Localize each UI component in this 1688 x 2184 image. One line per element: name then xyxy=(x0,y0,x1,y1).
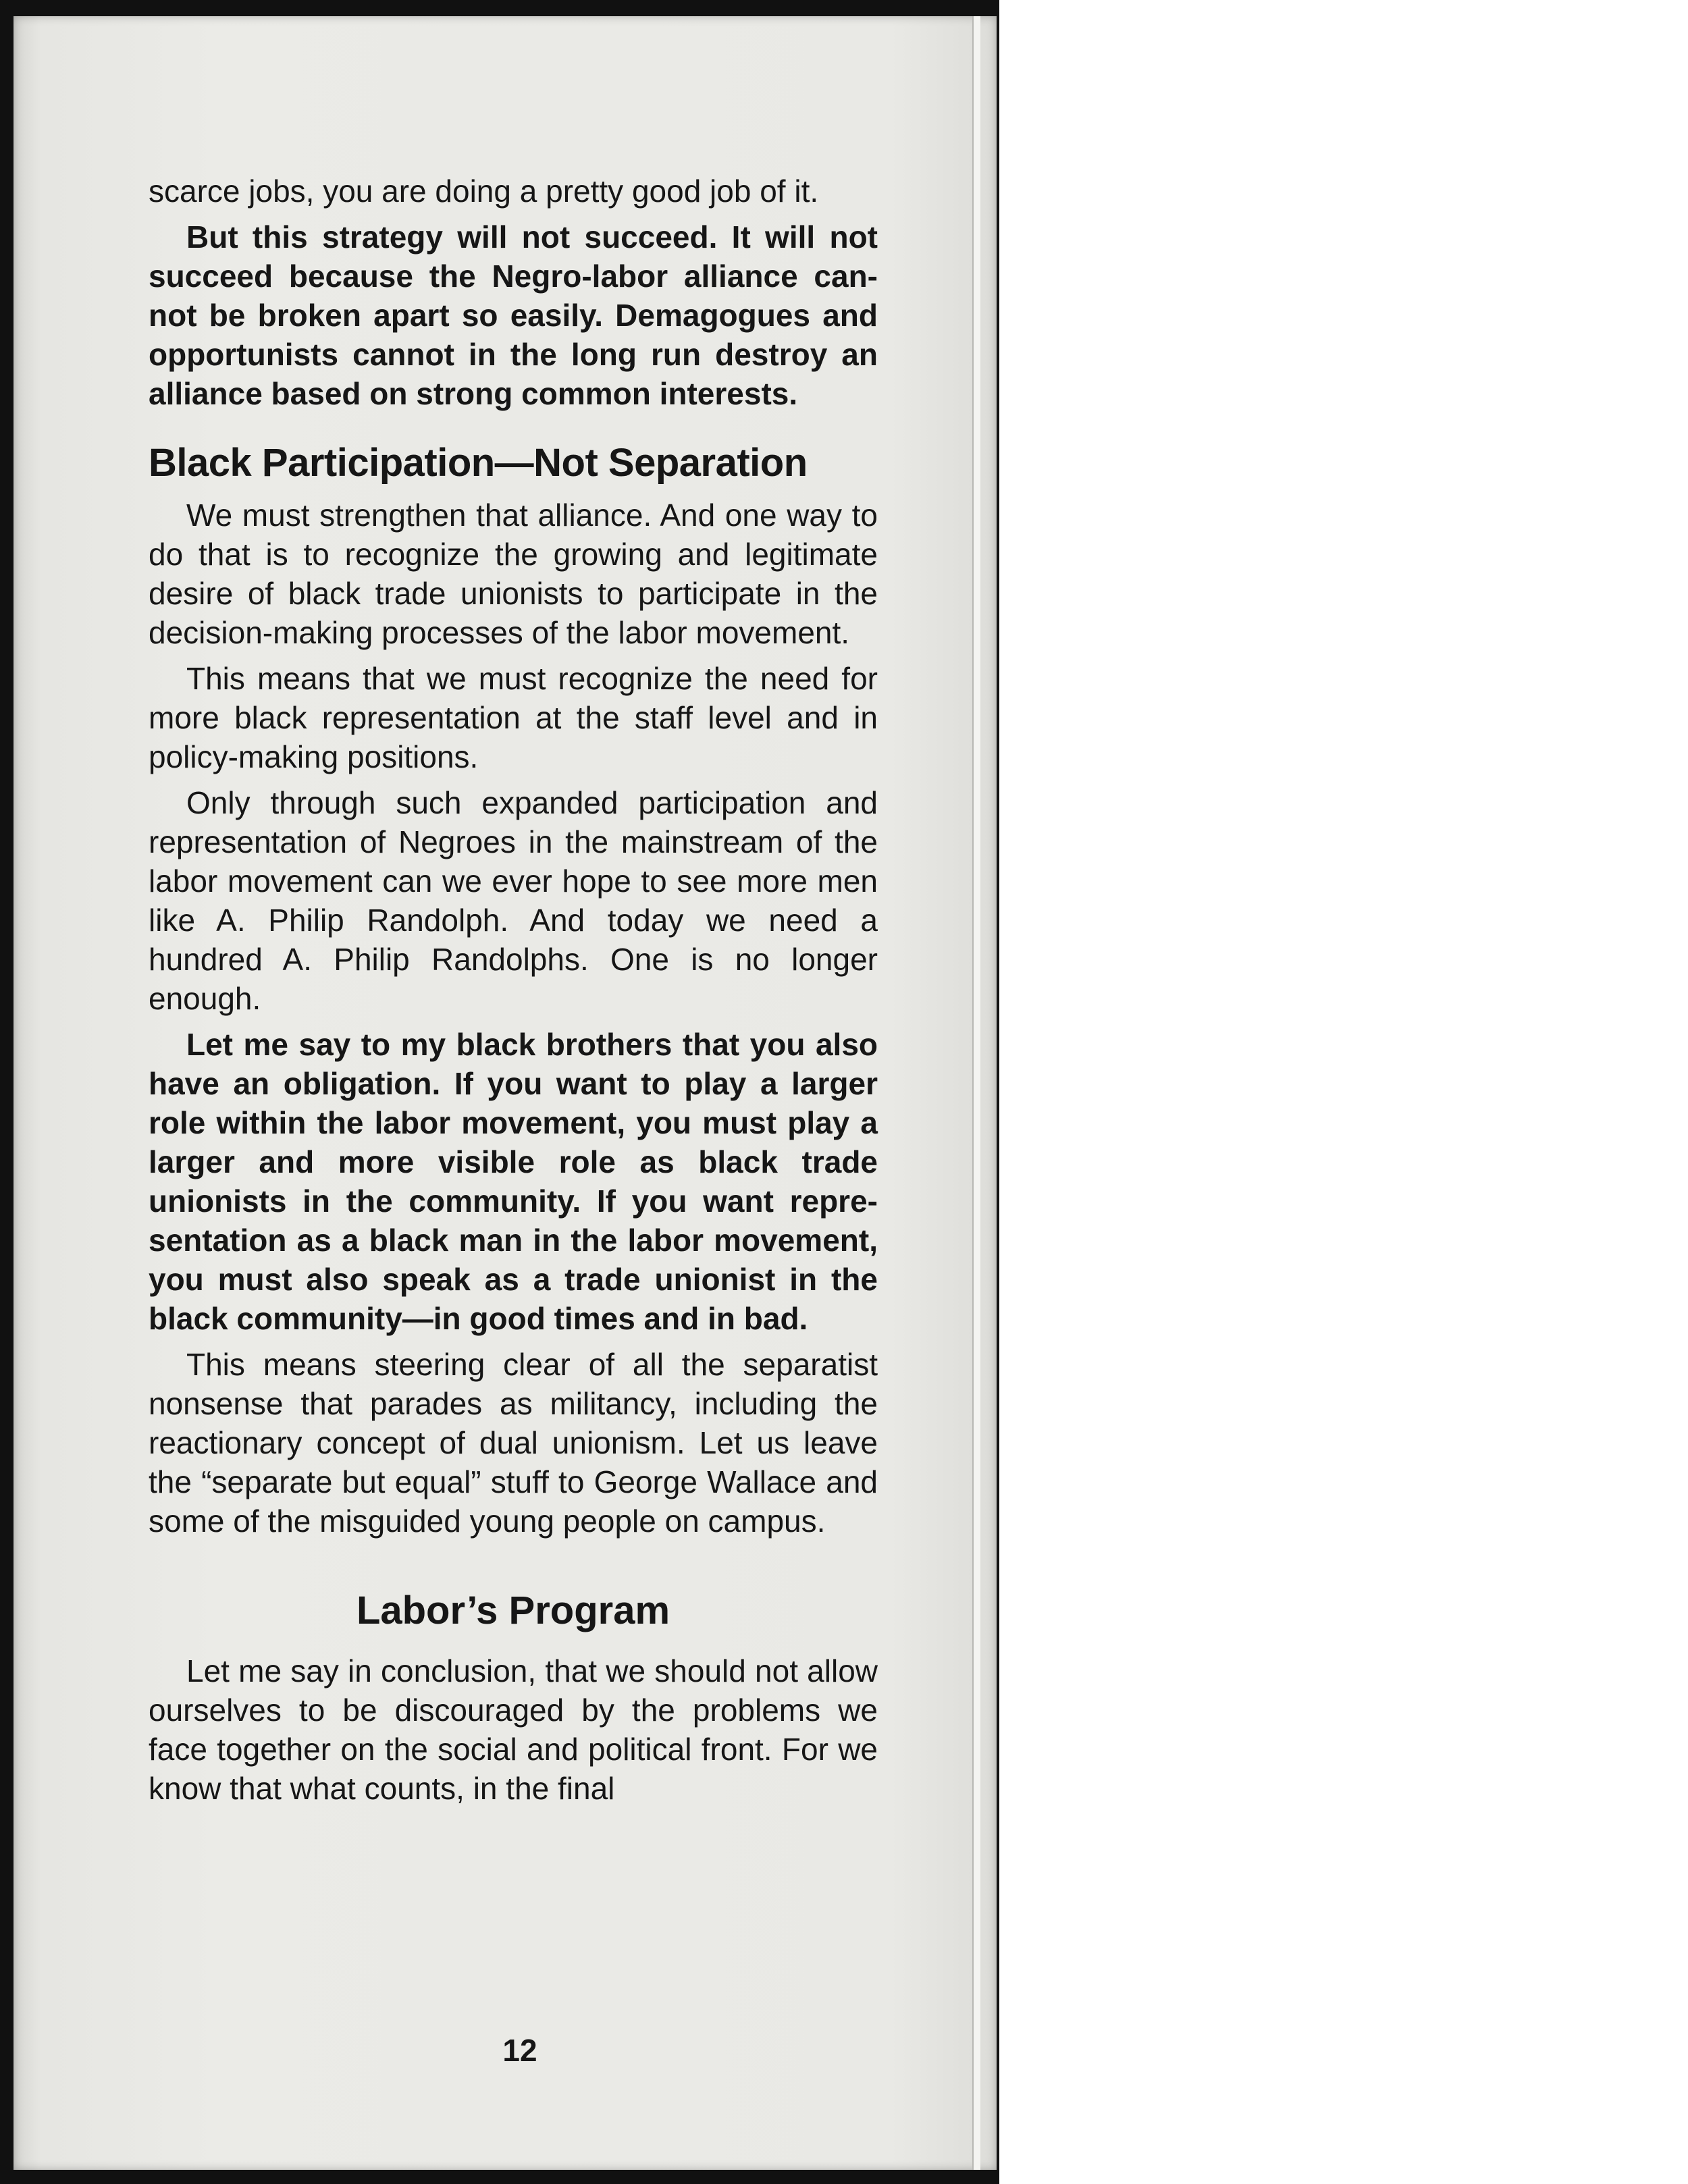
page-number: 12 xyxy=(502,2033,537,2068)
paragraph-bold-alliance: But this strategy will not succeed. It will not succeed because the Negro-labor alliance cannot be broken apart so easily. Demagogues and opportunists cannot in the long run destroy an alliance based on strong common interests. xyxy=(149,219,878,411)
section-heading-labors-program: Labor’s Program xyxy=(356,1589,670,1632)
paragraph-separatist: This means steering clear of all the separatist nonsense that parades as militancy, including the reactionary concept of dual unionism. Let us leave the “separate but equal” stuff to George Wallace and some of the misguided young people on campus. xyxy=(149,1347,878,1539)
paragraph-continued: scarce jobs, you are doing a pretty good job of it. xyxy=(149,174,819,209)
paragraph-conclusion: Let me say in conclusion, that we should not allow ourselves to be discouraged by the problems we face together on the social and political front. For we know that what counts, in the final xyxy=(149,1653,878,1806)
paragraph-bold-obligation: Let me say to my black brothers that you also have an obligation. If you want to play a larger role within the labor movement, you must play a larger and more visible role as black trade unionists in the community. If you want representation as a black man in the labor movement, you must also speak as a trade unionist in the black community—in good times and in bad. xyxy=(149,1027,878,1336)
paragraph-representation: This means that we must recognize the need for more black representation at the staff level and in policy-making positions. xyxy=(149,661,878,774)
section-heading-black-participation: Black Participation—Not Separation xyxy=(149,441,808,485)
page-body xyxy=(149,171,878,1808)
page-edge xyxy=(972,16,980,2170)
paragraph-strengthen-alliance: We must strengthen that alliance. And one way to do that is to recognize the growing and legitimate desire of black trade unionists to participate in the decision-making processes of the labor movement. xyxy=(149,498,878,650)
paragraph-randolph: Only through such expanded participation and representation of Negroes in the mainstream of the labor movement can we ever hope to see more men like A. Philip Randolph. And today we need a hundred A. Philip Randolphs. One is no longer enough. xyxy=(149,785,878,1016)
